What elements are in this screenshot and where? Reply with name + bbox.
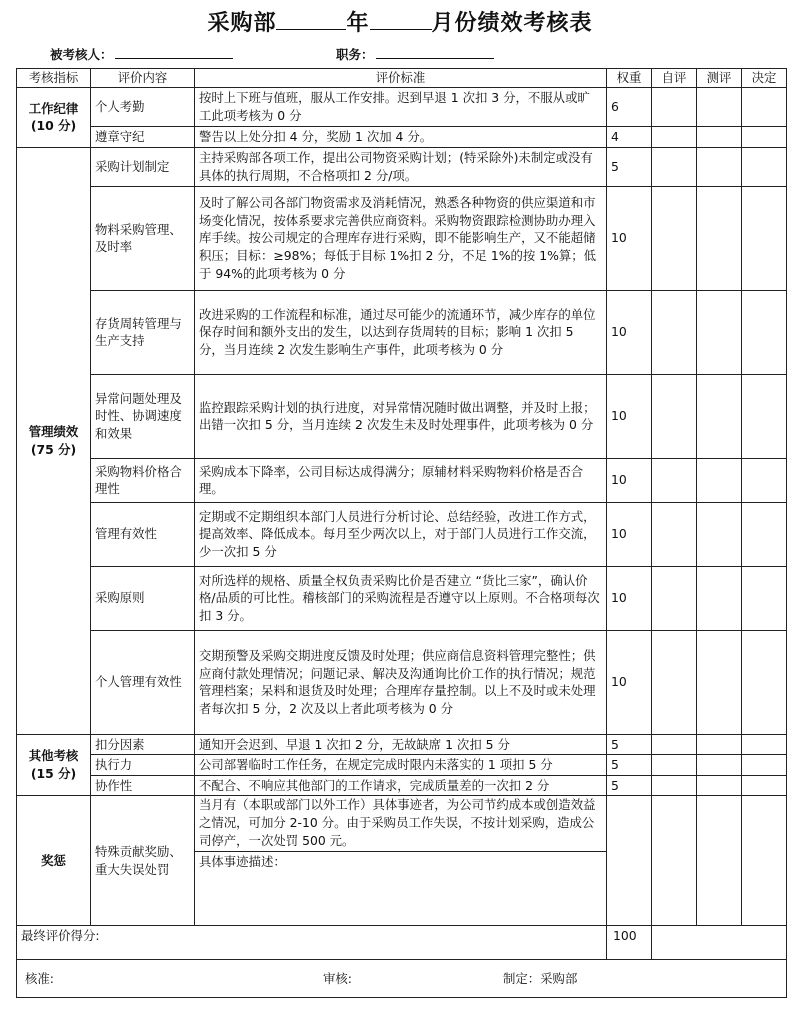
- standard-cell: 定期或不定期组织本部门人员进行分析讨论、总结经验，改进工作方式，提高效率、降低成本。每月至少两次以上，对于部门人员进行工作交流，少一次扣 5 分: [195, 502, 607, 566]
- final-row: [17, 926, 787, 960]
- final-score-label: 最终评价得分:: [17, 926, 607, 960]
- table-row: [17, 186, 787, 290]
- decision-cell[interactable]: [742, 734, 787, 755]
- weight-cell: [607, 796, 652, 926]
- category-cell: [17, 147, 91, 734]
- title-rest: 月份绩效考核表: [431, 11, 593, 36]
- reward-standard: 当月有（本职或部门以外工作）具体事迹者，为公司节约成本或创造效益之情况，可加分 2-10 分。由于采购员工作失误，不按计划采购，造成公司停产，一次处罚 500 元。: [195, 796, 606, 852]
- header-content: 评价内容: [91, 69, 195, 88]
- assessee-field: [50, 45, 233, 63]
- table-row: [17, 374, 787, 458]
- decision-cell[interactable]: [742, 290, 787, 374]
- decision-cell[interactable]: [742, 630, 787, 734]
- signature-row: [17, 960, 787, 998]
- category-name: 工作纪律: [28, 100, 79, 116]
- peer-score-cell[interactable]: [697, 147, 742, 186]
- reward-detail-field[interactable]: [195, 852, 606, 919]
- content-cell: 扣分因素: [91, 734, 195, 755]
- weight-cell: 5: [607, 734, 652, 755]
- standard-cell: 警告以上处分扣 4 分，奖励 1 次加 4 分。: [195, 127, 607, 148]
- self-score-cell[interactable]: [652, 290, 697, 374]
- standard-cell: 对所选样的规格、质量全权负责采购比价是否建立 “货比三家”，确认价格/品质的可比性。稽核部门的采购流程是否遵守以上原则。不合格项每次扣 3 分。: [195, 566, 607, 630]
- category-cell: [17, 88, 91, 148]
- weight-cell: 4: [607, 127, 652, 148]
- table-row: [17, 502, 787, 566]
- peer-score-cell[interactable]: [697, 775, 742, 796]
- peer-score-cell[interactable]: [697, 374, 742, 458]
- title-dept: 采购部: [207, 11, 277, 36]
- decision-cell[interactable]: [742, 796, 787, 926]
- assessee-label: 被考核人：: [50, 47, 113, 62]
- weight-cell: 10: [607, 502, 652, 566]
- standard-cell: 及时了解公司各部门物资需求及消耗情况，熟悉各种物资的供应渠道和市场变化情况，按体系要求完善供应商资料。采购物资跟踪检测协助办理入库手续。按公司规定的合理库存进行采购，即不能影响生产，又不能超储积压；目标：≥98%；每低于目标 1%扣 2 分，不足 1%的按 1%算；低于 94%的此项考核为 0 分: [195, 186, 607, 290]
- month-blank[interactable]: [370, 29, 432, 30]
- final-total: 100: [607, 926, 652, 960]
- standard-cell: 主持采购部各项工作，提出公司物资采购计划；(特采除外)未制定或没有具体的执行周期，不合格项扣 2 分/项。: [195, 147, 607, 186]
- content-cell: 采购原则: [91, 566, 195, 630]
- content-cell: 异常问题处理及时性、协调速度和效果: [91, 374, 195, 458]
- peer-score-cell[interactable]: [697, 458, 742, 502]
- weight-cell: 10: [607, 374, 652, 458]
- table-row: [17, 775, 787, 796]
- approve-label: 核准:: [25, 971, 54, 987]
- position-label: 职务：: [336, 47, 374, 62]
- self-score-cell[interactable]: [652, 734, 697, 755]
- peer-score-cell[interactable]: [697, 796, 742, 926]
- weight-cell: 5: [607, 755, 652, 776]
- header-decision: 决定: [742, 69, 787, 88]
- category-cell: [17, 734, 91, 796]
- self-score-cell[interactable]: [652, 88, 697, 127]
- review-label: 审核:: [323, 971, 352, 987]
- weight-cell: 6: [607, 88, 652, 127]
- title-year: 年: [346, 11, 370, 36]
- weight-cell: 10: [607, 290, 652, 374]
- content-cell: 遵章守纪: [91, 127, 195, 148]
- table-row: [17, 566, 787, 630]
- header-peer: 测评: [697, 69, 742, 88]
- reward-detail-label: 具体事迹描述：: [199, 854, 286, 870]
- standard-cell: 不配合、不响应其他部门的工作请求，完成质量差的一次扣 2 分: [195, 775, 607, 796]
- peer-score-cell[interactable]: [697, 755, 742, 776]
- content-cell: 执行力: [91, 755, 195, 776]
- self-score-cell[interactable]: [652, 127, 697, 148]
- category-name: 其他考核: [28, 748, 79, 764]
- weight-cell: 5: [607, 775, 652, 796]
- standard-cell: 监控跟踪采购计划的执行进度，对异常情况随时做出调整，并及时上报；出错一次扣 5 分，当月连续 2 次发生未及时处理事件，此项考核为 0 分: [195, 374, 607, 458]
- header-row: [17, 69, 787, 88]
- decision-cell[interactable]: [742, 755, 787, 776]
- peer-score-cell[interactable]: [697, 566, 742, 630]
- self-score-cell[interactable]: [652, 566, 697, 630]
- category-points: (10 分): [30, 118, 77, 134]
- category-points: (75 分): [30, 441, 77, 457]
- header-indicator: 考核指标: [17, 69, 91, 88]
- self-score-cell[interactable]: [652, 147, 697, 186]
- weight-cell: 5: [607, 147, 652, 186]
- assessee-blank[interactable]: [115, 58, 233, 59]
- position-blank[interactable]: [376, 58, 494, 59]
- content-cell: 个人考勤: [91, 88, 195, 127]
- decision-cell[interactable]: [742, 374, 787, 458]
- self-score-cell[interactable]: [652, 502, 697, 566]
- content-cell: 存货周转管理与生产支持: [91, 290, 195, 374]
- self-score-cell[interactable]: [652, 186, 697, 290]
- standard-cell: 通知开会迟到、早退 1 次扣 2 分，无故缺席 1 次扣 5 分: [195, 734, 607, 755]
- decision-cell[interactable]: [742, 566, 787, 630]
- decision-cell[interactable]: [742, 147, 787, 186]
- content-cell: 协作性: [91, 775, 195, 796]
- content-cell: 个人管理有效性: [91, 630, 195, 734]
- content-cell: 管理有效性: [91, 502, 195, 566]
- peer-score-cell[interactable]: [697, 734, 742, 755]
- content-cell: 物料采购管理、及时率: [91, 186, 195, 290]
- signature-cell: [17, 960, 787, 998]
- header-self: 自评: [652, 69, 697, 88]
- position-field: [336, 45, 494, 63]
- self-score-cell[interactable]: [652, 374, 697, 458]
- peer-score-cell[interactable]: [697, 186, 742, 290]
- weight-cell: 10: [607, 566, 652, 630]
- table-row: [17, 147, 787, 186]
- reward-row: [17, 796, 787, 926]
- year-blank[interactable]: [276, 29, 346, 30]
- self-score-cell[interactable]: [652, 775, 697, 796]
- table-row: [17, 88, 787, 127]
- category-name: 管理绩效: [28, 424, 79, 439]
- peer-score-cell[interactable]: [697, 88, 742, 127]
- self-score-cell[interactable]: [652, 630, 697, 734]
- self-score-cell[interactable]: [652, 796, 697, 926]
- decision-cell[interactable]: [742, 775, 787, 796]
- decision-cell[interactable]: [742, 127, 787, 148]
- decision-cell[interactable]: [742, 88, 787, 127]
- standard-cell: 改进采购的工作流程和标准，通过尽可能少的流通环节，减少库存的单位保存时间和额外支出的发生，以达到存货周转的目标；影响 1 次扣 5 分，当月连续 2 次发生影响生产事件，此项考核为 0 分: [195, 290, 607, 374]
- header-weight: 权重: [607, 69, 652, 88]
- content-cell: 采购物料价格合理性: [91, 458, 195, 502]
- final-score-field[interactable]: [652, 926, 787, 960]
- table-row: [17, 458, 787, 502]
- peer-score-cell[interactable]: [697, 630, 742, 734]
- peer-score-cell[interactable]: [697, 290, 742, 374]
- standard-cell: 交期预警及采购交期进度反馈及时处理；供应商信息资料管理完整性；供应商付款处理情况；问题记录、解决及沟通询比价工作的执行情况；规范管理档案；呆料和退货及时处理；合理库存量控制。以上不及时或未处理者每次扣 5 分，2 次及以上者此项考核为 0 分: [195, 630, 607, 734]
- self-score-cell[interactable]: [652, 458, 697, 502]
- content-cell: 采购计划制定: [91, 147, 195, 186]
- peer-score-cell[interactable]: [697, 127, 742, 148]
- table-row: [17, 127, 787, 148]
- decision-cell[interactable]: [742, 458, 787, 502]
- weight-cell: 10: [607, 186, 652, 290]
- table-row: [17, 630, 787, 734]
- standard-cell: 公司部署临时工作任务，在规定完成时限内未落实的 1 项扣 5 分: [195, 755, 607, 776]
- self-score-cell[interactable]: [652, 755, 697, 776]
- table-row: [17, 734, 787, 755]
- standard-cell: 按时上下班与值班，服从工作安排。迟到早退 1 次扣 3 分，不服从或旷工此项考核为 0 分: [195, 88, 607, 127]
- standard-cell: 采购成本下降率，公司目标达成得满分；原辅材料采购物料价格是否合理。: [195, 458, 607, 502]
- evaluation-table: [16, 68, 787, 998]
- table-row: [17, 755, 787, 776]
- reward-standard-cell: [195, 796, 607, 926]
- category-points: (15 分): [30, 766, 77, 782]
- peer-score-cell[interactable]: [697, 502, 742, 566]
- form-title: [0, 6, 800, 37]
- weight-cell: 10: [607, 458, 652, 502]
- reward-content: 特殊贡献奖励、重大失误处罚: [91, 796, 195, 926]
- table-row: [17, 290, 787, 374]
- decision-cell[interactable]: [742, 186, 787, 290]
- weight-cell: 10: [607, 630, 652, 734]
- decision-cell[interactable]: [742, 502, 787, 566]
- reward-label: 奖惩: [17, 796, 91, 926]
- header-standard: 评价标准: [195, 69, 607, 88]
- prepare-label: 制定：采购部: [503, 971, 578, 987]
